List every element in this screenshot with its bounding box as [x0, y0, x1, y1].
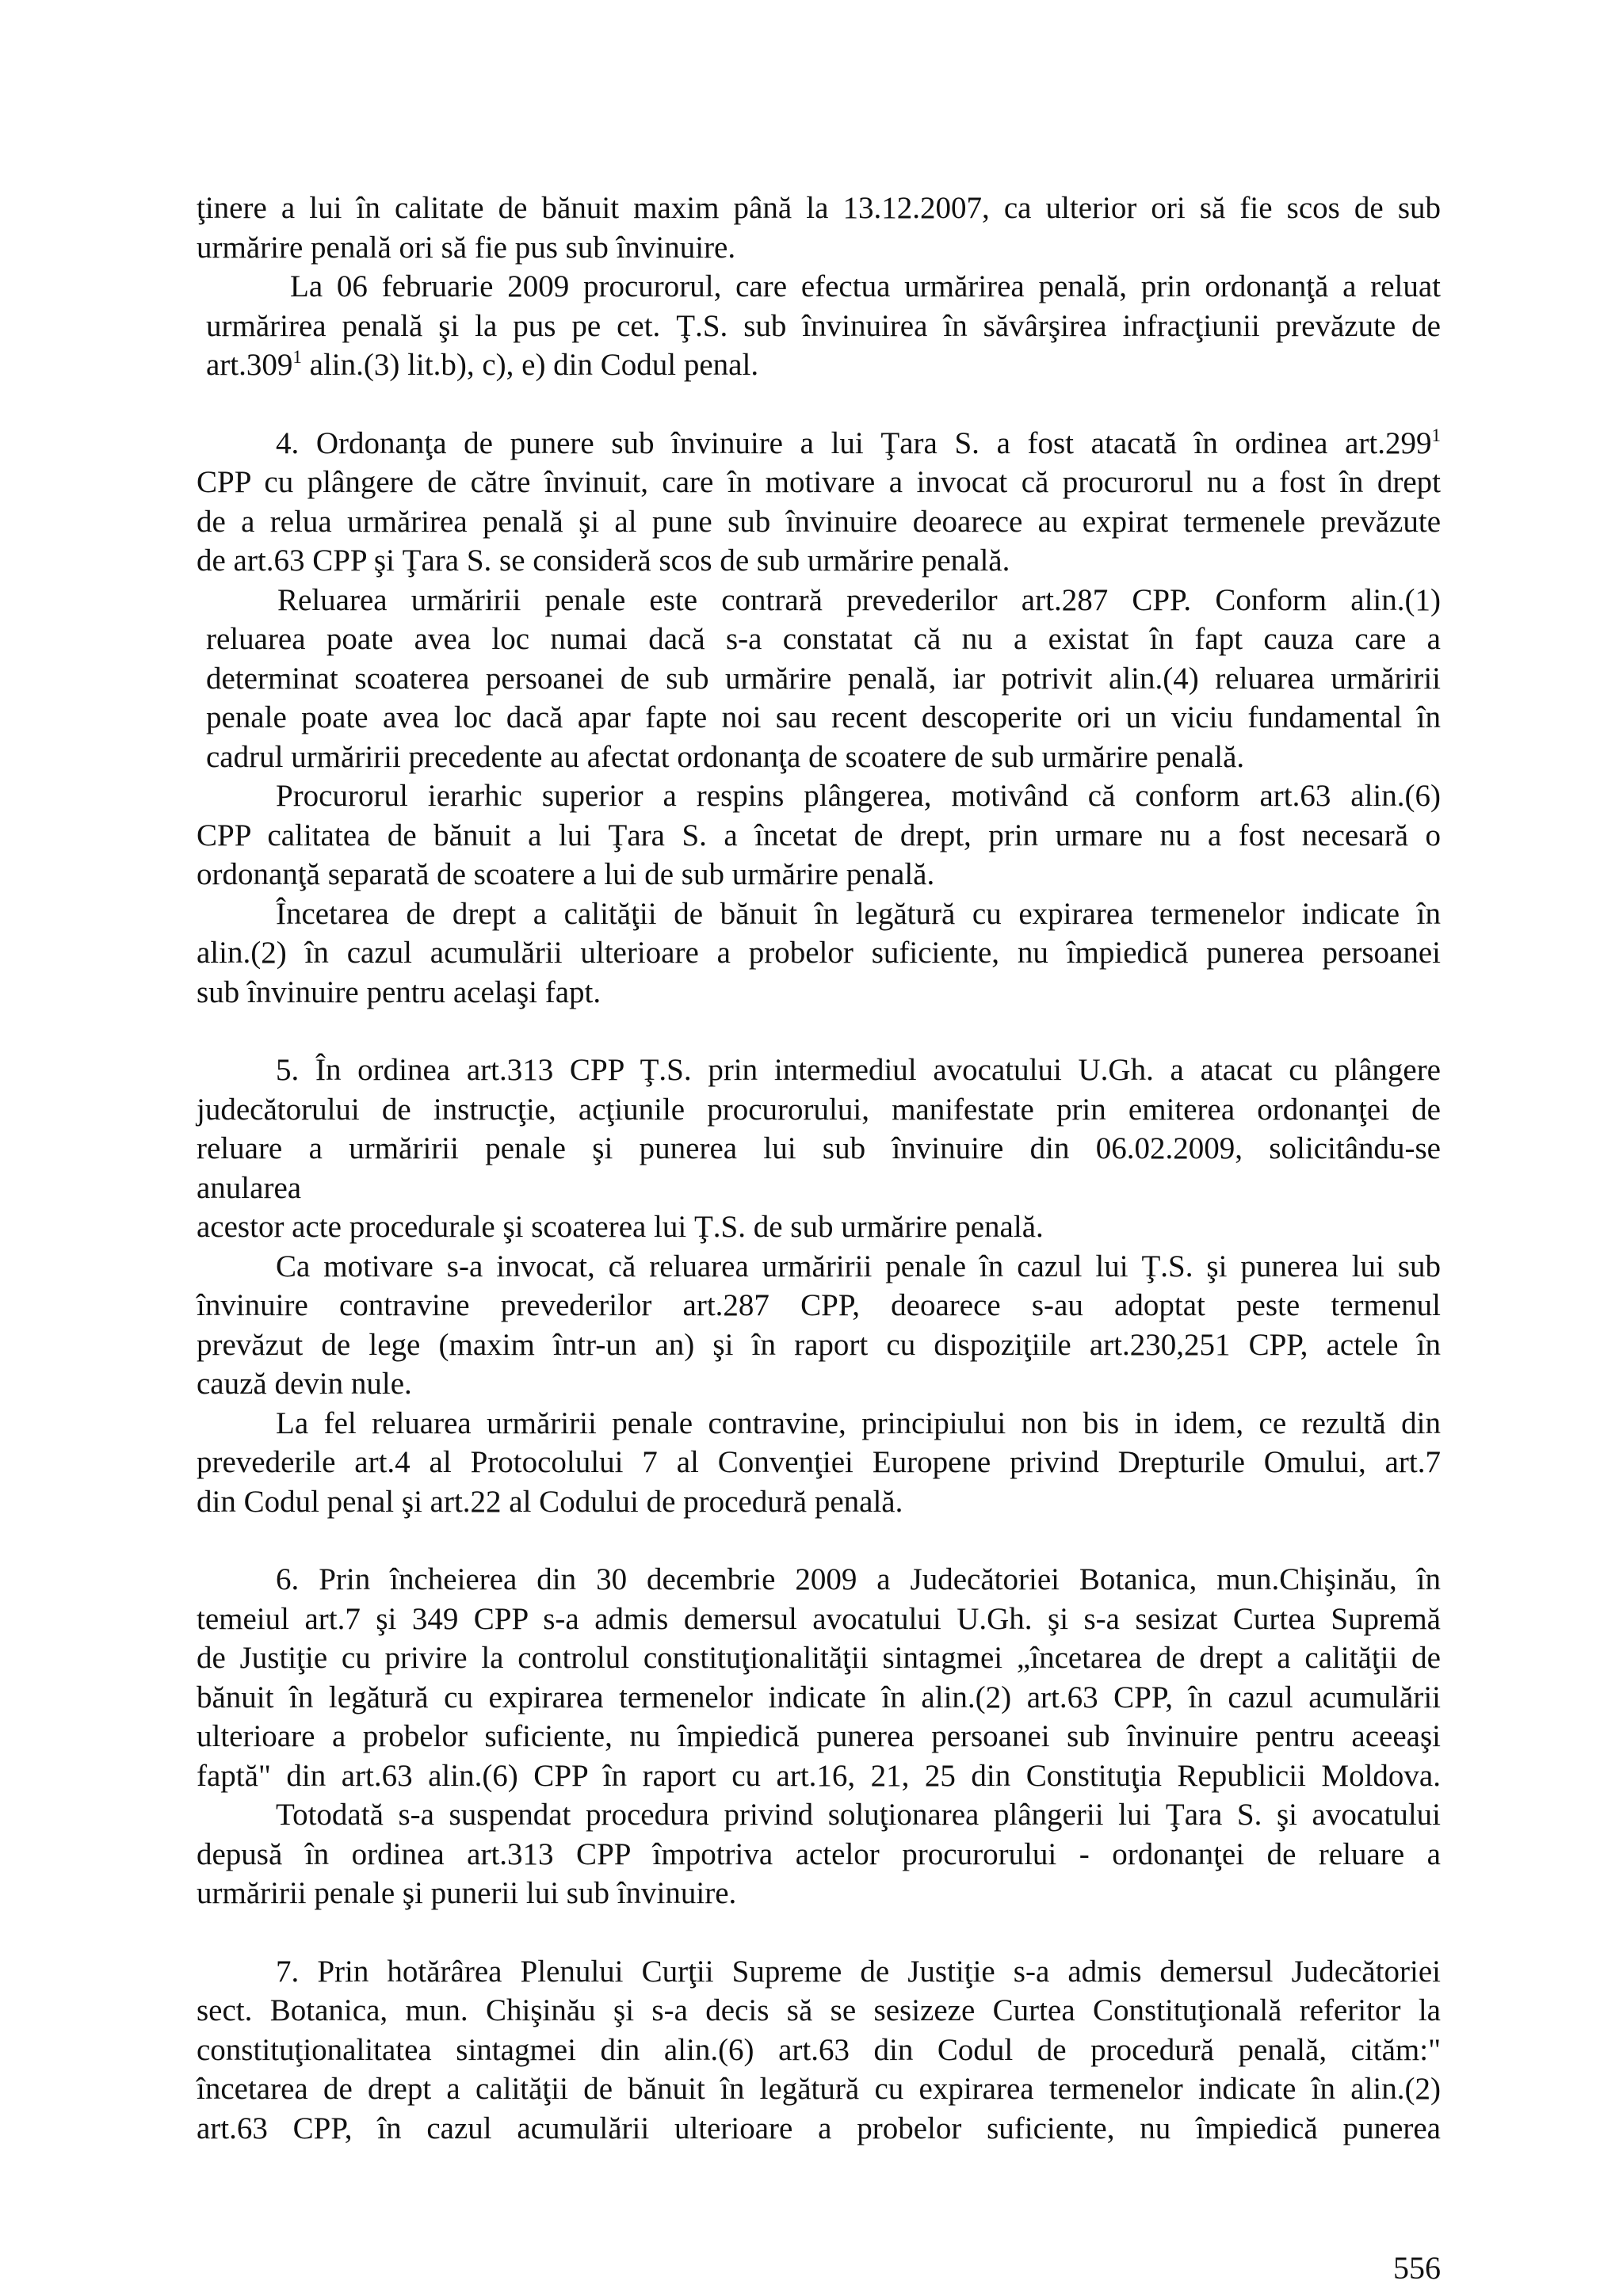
paragraph-gap	[197, 385, 1441, 424]
line-text: ţinere a lui în calitate de bănuit maxim până la 13.12.2007, ca ulterior ori să fie scos de sub	[197, 191, 1441, 225]
text-line	[197, 1756, 1441, 1796]
text-line	[197, 1364, 1441, 1404]
text-line	[197, 1325, 1441, 1365]
text-line	[276, 1560, 1441, 1600]
text-line	[197, 2031, 1441, 2070]
line-text: bănuit în legătură cu expirarea termenelor indicate în alin.(2) art.63 CPP, în cazul acumulării	[197, 1680, 1441, 1714]
line-text: prevederile art.4 al Protocolului 7 al Convenţiei Europene privind Drepturile Omului, art.7	[197, 1445, 1441, 1479]
text-line	[197, 1169, 1441, 1208]
text-line	[206, 738, 1441, 777]
line-text: din Codul penal şi art.22 al Codului de procedură penală.	[197, 1484, 903, 1519]
line-text: de Justiţie cu privire la controlul constituţionalităţii sintagmei „încetarea de drept a calităţii de	[197, 1641, 1441, 1675]
line-text: sect. Botanica, mun. Chişinău şi s-a decis să se sesizeze Curtea Constituţională referitor la	[197, 1993, 1441, 2027]
line-text: sub învinuire pentru acelaşi fapt.	[197, 974, 601, 1009]
text-line	[276, 776, 1441, 816]
text-line	[197, 1991, 1441, 2031]
line-text: 7. Prin hotărârea Plenului Curţii Supreme de Justiţie s-a admis demersul Judecătoriei	[276, 1954, 1441, 1989]
document-body	[197, 189, 1441, 2148]
text-line	[197, 1443, 1441, 1482]
text-line	[197, 502, 1441, 542]
text-line	[276, 1247, 1441, 1287]
text-line	[276, 894, 1441, 934]
line-text: constituţionalitatea sintagmei din alin.(6) art.63 din Codul de procedură penală, cităm:"	[197, 2032, 1441, 2067]
line-text: faptă" din art.63 alin.(6) CPP în raport cu art.16, 21, 25 din Constituţia Republicii Moldova.	[197, 1758, 1441, 1793]
line-text: încetarea de drept a calităţii de bănuit în legătură cu expirarea termenelor indicate în alin.(2)	[197, 2072, 1441, 2106]
line-text: urmărire penală ori să fie pus sub învinuire.	[197, 230, 736, 265]
line-text: art.309	[206, 348, 293, 382]
text-line	[197, 816, 1441, 856]
line-text: anularea	[197, 1170, 302, 1205]
superscript: 1	[292, 347, 302, 367]
line-text: de art.63 CPP şi Ţara S. se consideră scos de sub urmărire penală.	[197, 543, 1010, 578]
line-text: cauză devin nule.	[197, 1367, 412, 1401]
line-text: determinat scoaterea persoanei de sub urmărire penală, iar potrivit alin.(4) reluarea urmăririi	[206, 661, 1441, 696]
line-text: cadrul urmăririi precedente au afectat ordonanţa de scoatere de sub urmărire penală.	[206, 739, 1245, 774]
line-text: 6. Prin încheierea din 30 decembrie 2009 a Judecătoriei Botanica, mun.Chişinău, în	[276, 1562, 1441, 1596]
text-line	[277, 581, 1441, 620]
text-line	[197, 1600, 1441, 1639]
paragraph-gap	[197, 1521, 1441, 1560]
text-line	[206, 345, 1441, 385]
text-line	[206, 307, 1441, 346]
line-text: Reluarea urmăririi penale este contrară prevederilor art.287 CPP. Conform alin.(1)	[277, 582, 1441, 617]
line-text: temeiul art.7 şi 349 CPP s-a admis demersul avocatului U.Gh. şi s-a sesizat Curtea Supremă	[197, 1601, 1441, 1636]
line-text: urmărirea penală şi la pus pe cet. Ţ.S. sub învinuirea în săvârşirea infracţiunii prevăzute de	[206, 308, 1441, 343]
text-line	[197, 1286, 1441, 1325]
text-line	[197, 1835, 1441, 1875]
line-text: judecătorului de instrucţie, acţiunile procurorului, manifestate prin emiterea ordonanţei de	[197, 1092, 1441, 1127]
text-line	[197, 463, 1441, 502]
text-line	[197, 2109, 1441, 2149]
line-text: CPP cu plângere de către învinuit, care în motivare a invocat că procurorul nu a fost în drept	[197, 465, 1441, 499]
text-line	[197, 1207, 1441, 1247]
line-text: penale poate avea loc dacă apar fapte noi sau recent descoperite ori un viciu fundamental în	[206, 700, 1441, 734]
line-text: art.63 CPP, în cazul acumulării ulterioare a probelor suficiente, nu împiedică punerea	[197, 2111, 1441, 2145]
line-text: urmăririi penale şi punerii lui sub învinuire.	[197, 1876, 737, 1910]
text-line	[197, 973, 1441, 1013]
text-line	[197, 855, 1441, 894]
text-line	[290, 267, 1441, 307]
line-text: ulterioare a probelor suficiente, nu împiedică punerea persoanei sub învinuire pentru aceeaşi	[197, 1719, 1441, 1753]
text-line	[197, 1678, 1441, 1718]
line-text: ordonanţă separată de scoatere a lui de sub urmărire penală.	[197, 857, 935, 891]
line-text: Procurorul ierarhic superior a respins plângerea, motivând că conform art.63 alin.(6)	[276, 779, 1441, 813]
text-line	[276, 1404, 1441, 1444]
line-text: La 06 februarie 2009 procurorul, care efectua urmărirea penală, prin ordonanţă a reluat	[290, 269, 1441, 303]
text-line	[197, 1717, 1441, 1756]
line-text: 5. În ordinea art.313 CPP Ţ.S. prin intermediul avocatului U.Gh. a atacat cu plângere	[276, 1053, 1441, 1087]
paragraph-gap	[197, 1913, 1441, 1952]
text-line	[276, 1795, 1441, 1835]
line-text: depusă în ordinea art.313 CPP împotriva actelor procurorului - ordonanţei de reluare a	[197, 1836, 1441, 1871]
text-line	[206, 698, 1441, 738]
text-line	[197, 541, 1441, 581]
text-line	[197, 2069, 1441, 2109]
text-line	[206, 620, 1441, 659]
text-line	[206, 659, 1441, 699]
line-text: CPP calitatea de bănuit a lui Ţara S. a încetat de drept, prin urmare nu a fost necesară o	[197, 818, 1441, 852]
line-text: Ca motivare s-a invocat, că reluarea urmăririi penale în cazul lui Ţ.S. şi punerea lui sub	[276, 1249, 1441, 1283]
text-line	[276, 1952, 1441, 1992]
text-line	[197, 1482, 1441, 1522]
text-line	[197, 1129, 1441, 1169]
page-number: 556	[1393, 2250, 1441, 2286]
line-text: acestor acte procedurale şi scoaterea lui Ţ.S. de sub urmărire penală.	[197, 1210, 1044, 1244]
line-text: 4. Ordonanţa de punere sub învinuire a lui Ţara S. a fost atacată în ordinea art.299	[276, 425, 1432, 460]
text-line	[197, 933, 1441, 973]
line-text: alin.(2) în cazul acumulării ulterioare a probelor suficiente, nu împiedică punerea persoanei	[197, 936, 1441, 970]
text-line	[197, 228, 1441, 268]
line-text: reluare a urmăririi penale şi punerea lui sub învinuire din 06.02.2009, solicitându-se	[197, 1131, 1441, 1165]
line-text: La fel reluarea urmăririi penale contravine, principiului non bis in idem, ce rezultă din	[276, 1405, 1441, 1440]
line-text: prevăzut de lege (maxim într-un an) şi în raport cu dispoziţiile art.230,251 CPP, actele în	[197, 1327, 1441, 1362]
line-text: Încetarea de drept a calităţii de bănuit în legătură cu expirarea termenelor indicate în	[276, 896, 1441, 931]
paragraph-gap	[197, 1012, 1441, 1051]
line-text: învinuire contravine prevederilor art.287 CPP, deoarece s-au adoptat peste termenul	[197, 1288, 1441, 1322]
superscript: 1	[1431, 425, 1441, 445]
line-text-after-superscript: alin.(3) lit.b), c), e) din Codul penal.	[301, 348, 759, 382]
text-line	[276, 424, 1441, 463]
text-line	[197, 1874, 1441, 1913]
line-text: de a relua urmărirea penală şi al pune sub învinuire deoarece au expirat termenele prevăzute	[197, 504, 1441, 539]
text-line	[197, 189, 1441, 228]
text-line	[197, 1638, 1441, 1678]
text-line	[197, 1090, 1441, 1130]
line-text: reluarea poate avea loc numai dacă s-a constatat că nu a existat în fapt cauza care a	[206, 622, 1441, 656]
line-text: Totodată s-a suspendat procedura privind soluţionarea plângerii lui Ţara S. şi avocatului	[276, 1798, 1441, 1832]
text-line	[276, 1051, 1441, 1090]
